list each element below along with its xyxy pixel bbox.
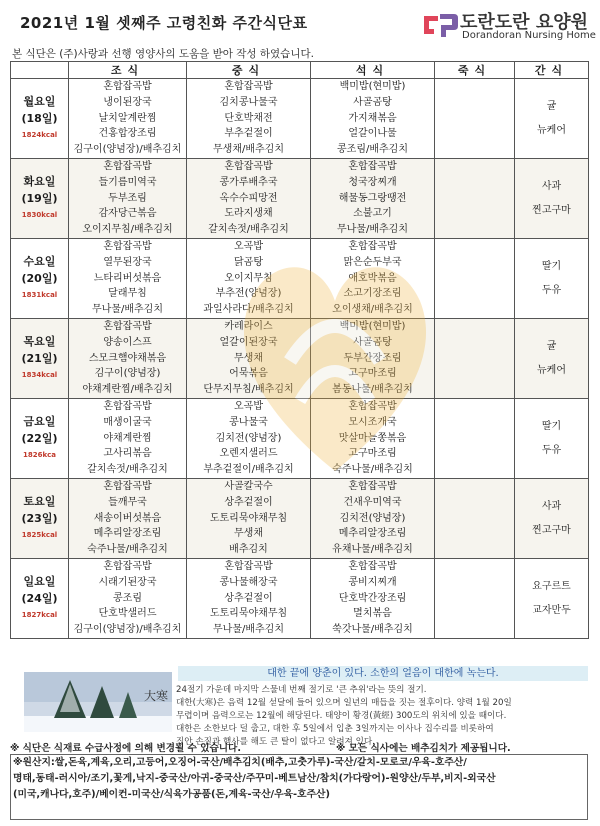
breakfast-item: 메추리알장조림 xyxy=(93,528,162,540)
menu-row xyxy=(11,559,589,639)
breakfast-item: 김구이(양념장)/배추김치 xyxy=(73,624,182,636)
dinner-item: 혼합잡곡밥 xyxy=(348,401,397,412)
dinner-item: 소고기장조림 xyxy=(343,288,402,300)
breakfast-item: 감자당근볶음 xyxy=(98,208,157,220)
snack-cell xyxy=(515,399,589,479)
breakfast-item: 혼합잡곡밥 xyxy=(103,481,152,492)
breakfast-item: 야채계란찜 xyxy=(103,432,152,444)
header-porridge: 죽식 xyxy=(435,62,515,79)
breakfast-item: 매생이굴국 xyxy=(103,416,152,428)
day-name: 금요일 xyxy=(23,415,56,428)
lunch-cell xyxy=(187,239,311,319)
snack-cell xyxy=(515,159,589,239)
dinner-cell xyxy=(311,239,435,319)
day-cell xyxy=(11,559,69,639)
lunch-item: 오렌지샐러드 xyxy=(219,448,278,460)
day-name: 토요일 xyxy=(23,495,56,508)
dinner-item: 혼합잡곡밥 xyxy=(348,161,397,172)
dinner-item: 콩조림/배추김치 xyxy=(337,144,408,156)
day-kcal: 1824kcal xyxy=(21,131,58,139)
snack-item: 요구르트 xyxy=(532,580,571,592)
porridge-cell xyxy=(435,79,515,159)
lunch-item: 도토리묵야채무침 xyxy=(209,608,288,620)
day-name: 수요일 xyxy=(23,255,56,268)
lunch-item: 김치콩나물국 xyxy=(219,96,278,108)
kimchi-note: ※ 모든 식사에는 배추김치가 제공됩니다. xyxy=(336,743,511,754)
weekly-menu-table xyxy=(10,61,589,639)
dinner-item: 얼갈이나물 xyxy=(348,128,397,140)
day-date: (22일) xyxy=(21,432,58,445)
dinner-cell xyxy=(311,559,435,639)
dinner-item: 맛살마늘쫑볶음 xyxy=(338,432,407,444)
info-line: 대한은 소한보다 덜 춥고, 대한 후 5일에서 입춘 3일까지는 이사나 집수리를 비롯하여 xyxy=(176,724,494,734)
logo-subtitle: Dorandoran Nursing Home xyxy=(462,30,596,41)
breakfast-item: 새송이버섯볶음 xyxy=(93,512,162,524)
header-snack: 간식 xyxy=(515,62,589,79)
info-line: 무렵이며 음력으로는 12월에 해당된다. 태양이 황경(黃經) 300도의 위치에 있을 때이다. xyxy=(176,711,507,721)
breakfast-item: 양송이스프 xyxy=(103,336,152,348)
day-date: (20일) xyxy=(21,272,58,285)
snack-item: 뉴케어 xyxy=(537,364,566,376)
dinner-item: 오이생채/배추김치 xyxy=(332,304,413,316)
origin-line: 명태,동태-러시아/조기,꽃게,낙지-중국산/아귀-중국산/주꾸미-베트남산/참치(가다랑어)-원양산/두부,비지-외국산 xyxy=(13,773,496,784)
notes-row xyxy=(10,740,588,753)
lunch-item: 오이지무침 xyxy=(224,272,273,284)
dinner-item: 백미밥(현미밥) xyxy=(339,321,406,332)
breakfast-item: 스모크햄야채볶음 xyxy=(88,352,167,364)
lunch-item: 콩나물해장국 xyxy=(219,576,278,588)
breakfast-item: 단호박샐러드 xyxy=(98,608,157,620)
lunch-item: 부추겉절이 xyxy=(224,128,273,140)
snack-item: 사과 xyxy=(541,180,562,192)
header-breakfast: 조식 xyxy=(69,62,187,79)
dorandoran-logo-icon xyxy=(420,10,460,40)
breakfast-item: 시래기된장국 xyxy=(98,576,157,588)
lunch-item: 무생채 xyxy=(234,352,263,364)
snack-item: 귤 xyxy=(546,100,557,112)
intro-text: 본 식단은 (주)사랑과 선행 영양사의 도움을 받아 작성 하였습니다. xyxy=(12,48,314,60)
breakfast-item: 숙주나물/배추김치 xyxy=(87,544,168,556)
snack-item: 귤 xyxy=(546,340,557,352)
breakfast-item: 열무된장국 xyxy=(103,256,152,268)
breakfast-cell xyxy=(69,159,187,239)
lunch-item: 과일사라다/배추김치 xyxy=(203,304,294,316)
breakfast-item: 혼합잡곡밥 xyxy=(103,81,152,92)
header xyxy=(0,0,600,44)
snow-tree-image xyxy=(24,672,172,732)
day-kcal: 1825kcal xyxy=(21,531,58,539)
lunch-item: 얼갈이된장국 xyxy=(219,336,278,348)
day-name: 목요일 xyxy=(23,335,56,348)
lunch-item: 오곡밥 xyxy=(234,241,263,252)
lunch-cell xyxy=(187,399,311,479)
breakfast-item: 혼합잡곡밥 xyxy=(103,401,152,412)
lunch-item: 무생채 xyxy=(234,528,263,540)
breakfast-item: 야채계란찜/배추김치 xyxy=(82,384,173,396)
info-line: 집안 손질과 행사를 해도 큰 탈이 없다고 알려져 있다. xyxy=(176,737,375,747)
lunch-item: 어묵볶음 xyxy=(229,368,268,380)
breakfast-item: 혼합잡곡밥 xyxy=(103,561,152,572)
lunch-item: 단무지무침/배추김치 xyxy=(203,384,294,396)
breakfast-cell xyxy=(69,79,187,159)
dinner-item: 혼합잡곡밥 xyxy=(348,561,397,572)
info-line: 대한(大寒)은 음력 12월 섣달에 들어 있으며 일년의 매듭을 짓는 절후이다. 양력 1월 20일 xyxy=(176,698,512,708)
snack-item: 뉴케어 xyxy=(537,124,566,136)
lunch-item: 김치전(양념장) xyxy=(215,432,282,444)
menu-change-note: ※ 식단은 식재료 수급사정에 의해 변경될 수 있습니다. xyxy=(10,743,241,754)
lunch-item: 단호박채전 xyxy=(224,112,273,124)
lunch-item: 상추겉절이 xyxy=(224,496,273,508)
lunch-item: 혼합잡곡밥 xyxy=(224,561,273,572)
dinner-item: 가지채볶음 xyxy=(348,112,397,124)
snack-item: 찐고구마 xyxy=(532,204,571,216)
dinner-item: 모시조개국 xyxy=(348,416,397,428)
breakfast-cell xyxy=(69,559,187,639)
breakfast-item: 들기름미역국 xyxy=(98,176,157,188)
dinner-item: 건새우미역국 xyxy=(343,496,402,508)
lunch-item: 무나물/배추김치 xyxy=(213,624,284,636)
menu-row xyxy=(11,79,589,159)
breakfast-item: 오이지무침/배추김치 xyxy=(82,224,173,236)
breakfast-item: 혼합잡곡밥 xyxy=(103,161,152,172)
dinner-item: 사골곰탕 xyxy=(353,96,392,108)
menu-table-wrapper xyxy=(10,61,588,738)
lunch-item: 옥수수피망전 xyxy=(219,192,278,204)
menu-row xyxy=(11,319,589,399)
snack-item: 딸기 xyxy=(541,260,562,272)
dinner-item: 소불고기 xyxy=(353,208,392,220)
snack-cell xyxy=(515,239,589,319)
snack-item: 사과 xyxy=(541,500,562,512)
dinner-item: 사골곰탕 xyxy=(353,336,392,348)
dinner-item: 숙주나물/배추김치 xyxy=(332,464,413,476)
day-cell xyxy=(11,399,69,479)
lunch-item: 혼합잡곡밥 xyxy=(224,161,273,172)
origin-box xyxy=(10,754,588,820)
dinner-item: 메추리알장조림 xyxy=(338,528,407,540)
logo-name: 도란도란 요양원 xyxy=(460,12,588,33)
dinner-item: 두부간장조림 xyxy=(343,352,402,364)
breakfast-item: 고사리볶음 xyxy=(103,448,152,460)
day-date: (24일) xyxy=(21,592,58,605)
lunch-cell xyxy=(187,79,311,159)
lunch-item: 배추김치 xyxy=(229,544,268,556)
dinner-cell xyxy=(311,79,435,159)
day-name: 화요일 xyxy=(23,175,56,188)
dinner-item: 백미밥(현미밥) xyxy=(339,81,406,92)
lunch-item: 닭곰탕 xyxy=(234,256,263,268)
snack-item: 두유 xyxy=(541,284,562,296)
dinner-item: 혼합잡곡밥 xyxy=(348,241,397,252)
day-name: 일요일 xyxy=(23,575,56,588)
day-date: (21일) xyxy=(21,352,58,365)
day-date: (19일) xyxy=(21,192,58,205)
porridge-cell xyxy=(435,319,515,399)
dinner-item: 콩비지찌개 xyxy=(348,576,397,588)
breakfast-item: 김구이(양념장)/배추김치 xyxy=(73,144,182,156)
dinner-item: 멸치볶음 xyxy=(353,608,392,620)
lunch-item: 카레라이스 xyxy=(224,321,273,332)
day-kcal: 1830kcal xyxy=(21,211,58,219)
breakfast-cell xyxy=(69,479,187,559)
breakfast-cell xyxy=(69,399,187,479)
dinner-item: 무나물/배추김치 xyxy=(337,224,408,236)
breakfast-item: 콩조림 xyxy=(113,592,142,604)
breakfast-item: 느타리버섯볶음 xyxy=(93,272,162,284)
day-name: 월요일 xyxy=(23,95,56,108)
image-caption: 大寒 xyxy=(144,689,169,703)
snack-cell xyxy=(515,559,589,639)
dinner-cell xyxy=(311,479,435,559)
day-kcal: 1827kcal xyxy=(21,611,58,619)
header-lunch: 중식 xyxy=(187,62,311,79)
breakfast-cell xyxy=(69,319,187,399)
dinner-item: 애호박볶음 xyxy=(348,272,397,284)
porridge-cell xyxy=(435,239,515,319)
lunch-cell xyxy=(187,319,311,399)
dinner-cell xyxy=(311,159,435,239)
lunch-cell xyxy=(187,159,311,239)
dinner-item: 청국장찌개 xyxy=(348,176,397,188)
dinner-item: 해물동그랑땡전 xyxy=(338,192,407,204)
lunch-item: 부추겉절이/배추김치 xyxy=(203,464,294,476)
day-date: (18일) xyxy=(21,112,58,125)
lunch-item: 부추전(양념장) xyxy=(215,288,282,300)
menu-row xyxy=(11,239,589,319)
seasonal-banner: 대한 끝에 양춘이 있다. 소한의 얼음이 대한에 녹는다. xyxy=(178,666,588,681)
breakfast-item: 들깨무국 xyxy=(108,496,147,508)
breakfast-item: 냉이된장국 xyxy=(103,96,152,108)
lunch-item: 오곡밥 xyxy=(234,401,263,412)
snack-cell xyxy=(515,79,589,159)
breakfast-item: 날치알계란찜 xyxy=(98,112,157,124)
day-kcal: 1831kcal xyxy=(21,291,58,299)
menu-row xyxy=(11,399,589,479)
menu-row xyxy=(11,479,589,559)
breakfast-item: 갈치속젓/배추김치 xyxy=(87,464,168,476)
breakfast-item: 김구이(양념장) xyxy=(94,368,161,380)
breakfast-cell xyxy=(69,239,187,319)
dinner-item: 혼합잡곡밥 xyxy=(348,481,397,492)
day-date: (23일) xyxy=(21,512,58,525)
day-kcal: 1834kcal xyxy=(21,371,58,379)
snack-cell xyxy=(515,319,589,399)
header-blank xyxy=(11,62,69,79)
lunch-item: 콩나물국 xyxy=(229,416,268,428)
dinner-item: 봄동나물/배추김치 xyxy=(332,384,413,396)
porridge-cell xyxy=(435,479,515,559)
porridge-cell xyxy=(435,559,515,639)
lunch-item: 혼합잡곡밥 xyxy=(224,81,273,92)
day-cell xyxy=(11,239,69,319)
dinner-item: 고구마조림 xyxy=(348,448,397,460)
day-cell xyxy=(11,479,69,559)
seasonal-info xyxy=(10,666,588,747)
snack-item: 딸기 xyxy=(541,420,562,432)
lunch-item: 도라지생채 xyxy=(224,208,273,220)
breakfast-item: 무나물/배추김치 xyxy=(92,304,163,316)
dinner-item: 단호박간장조림 xyxy=(338,592,407,604)
menu-row xyxy=(11,159,589,239)
lunch-item: 도토리묵야채무침 xyxy=(209,512,288,524)
snack-item: 찐고구마 xyxy=(532,524,571,536)
lunch-item: 상추겉절이 xyxy=(224,592,273,604)
dinner-item: 고구마조림 xyxy=(348,368,397,380)
dinner-item: 맑은순두부국 xyxy=(343,256,402,268)
origin-line: ※원산지:쌀,돈육,계육,오리,고등어,오징어-국산/배추김치(배추,고춧가루)-국산/갈치-모로코/우육-호주산/ xyxy=(13,757,467,768)
lunch-cell xyxy=(187,479,311,559)
lunch-item: 갈치속젓/배추김치 xyxy=(208,224,289,236)
info-line: 24절기 가운데 마지막 스물네 번째 절기로 '큰 추위'라는 뜻의 절기. xyxy=(176,685,427,695)
snack-cell xyxy=(515,479,589,559)
header-dinner: 석식 xyxy=(311,62,435,79)
dinner-cell xyxy=(311,399,435,479)
dinner-item: 김치전(양념장) xyxy=(339,512,406,524)
lunch-item: 무생채/배추김치 xyxy=(213,144,284,156)
breakfast-item: 혼합잡곡밥 xyxy=(103,241,152,252)
breakfast-item: 건홍합장조림 xyxy=(98,128,157,140)
breakfast-item: 혼합잡곡밥 xyxy=(103,321,152,332)
day-kcal: 1826kca xyxy=(22,451,56,459)
breakfast-item: 두부조림 xyxy=(108,192,147,204)
table-header-row xyxy=(11,62,589,79)
day-cell xyxy=(11,79,69,159)
day-cell xyxy=(11,319,69,399)
snack-item: 교자만두 xyxy=(532,604,571,616)
porridge-cell xyxy=(435,399,515,479)
lunch-item: 콩가루배추국 xyxy=(219,176,278,188)
lunch-item: 사골칼국수 xyxy=(224,481,273,492)
dinner-item: 유채나물/배추김치 xyxy=(332,544,413,556)
dinner-item: 쑥갓나물/배추김치 xyxy=(332,624,413,636)
origin-line: (미국,캐나다,호주)/베이컨-미국산/식육가공품(돈,계육-국산/우육-호주산) xyxy=(13,789,330,800)
snack-item: 두유 xyxy=(541,444,562,456)
porridge-cell xyxy=(435,159,515,239)
breakfast-item: 달래무침 xyxy=(108,288,147,300)
page-title: 2021년 1월 셋째주 고령친화 주간식단표 xyxy=(20,14,308,32)
dinner-cell xyxy=(311,319,435,399)
lunch-cell xyxy=(187,559,311,639)
day-cell xyxy=(11,159,69,239)
